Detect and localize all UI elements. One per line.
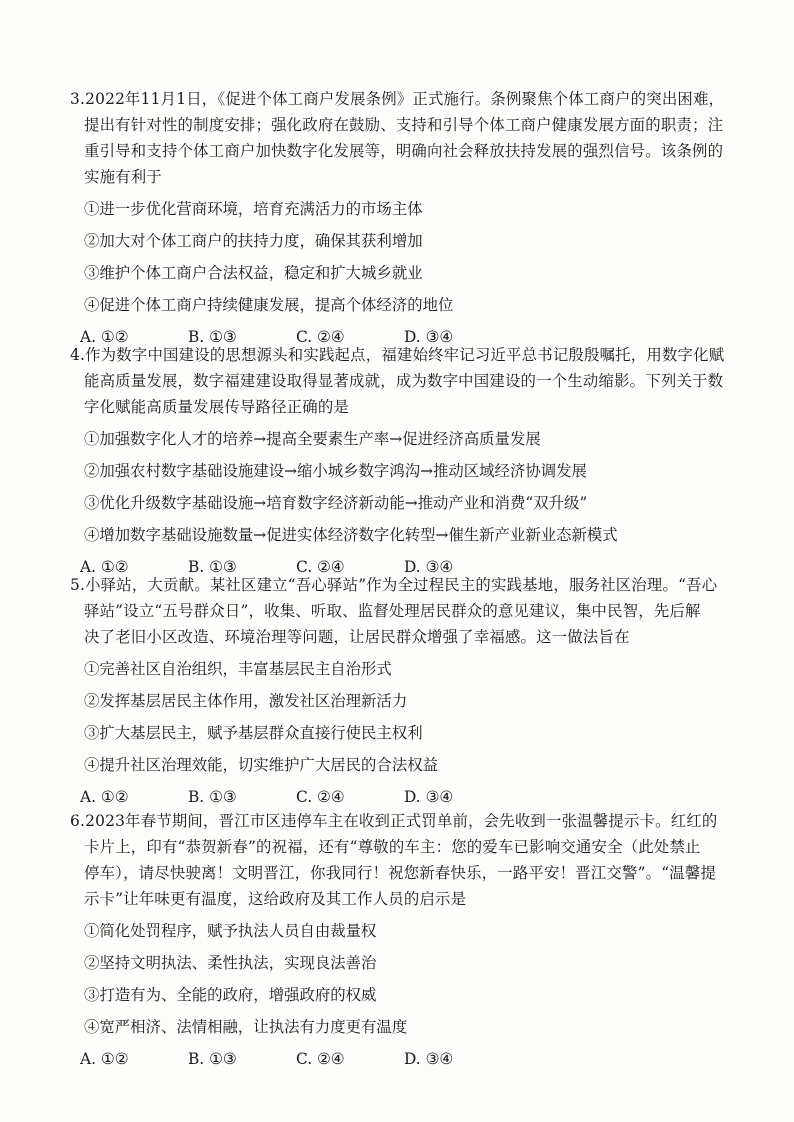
- stem-line: 重引导和支持个体工商户加快数字化发展等，明确向社会释放扶持发展的强烈信号。该条例的: [84, 142, 724, 160]
- option-3: ③优化升级数字基础设施→培育数字经济新动能→推动产业和消费“双升级”: [84, 494, 588, 512]
- choice-d[interactable]: D. ③④: [404, 788, 454, 806]
- choice-c[interactable]: C. ②④: [296, 1050, 345, 1068]
- option-4: ④宽严相济、法情相融，让执法有力度更有温度: [84, 1018, 408, 1036]
- option-1: ①简化处罚程序，赋予执法人员自由裁量权: [84, 922, 377, 940]
- choice-d[interactable]: D. ③④: [404, 1050, 454, 1068]
- option-1: ①进一步优化营商环境，培育充满活力的市场主体: [84, 200, 423, 218]
- question-number: 3.: [70, 90, 86, 108]
- option-3: ③扩大基层民主，赋予基层群众直接行使民主权利: [84, 724, 423, 742]
- stem-line: 2022年11月1日，《促进个体工商户发展条例》正式施行。条例聚焦个体工商户的突出困难，: [85, 90, 725, 108]
- question-stem: [70, 572, 750, 650]
- stem-line: 示卡”让年味更有温度，这给政府及其工作人员的启示是: [84, 890, 467, 908]
- choice-c[interactable]: C. ②④: [296, 788, 345, 806]
- choice-c[interactable]: C. ②④: [296, 328, 345, 346]
- choice-d[interactable]: D. ③④: [404, 558, 454, 576]
- option-4: ④提升社区治理效能，切实维护广大居民的合法权益: [84, 756, 438, 774]
- question-3: [70, 86, 750, 350]
- stem-line: 小驿站，大贡献。某社区建立“吾心驿站”作为全过程民主的实践基地，服务社区治理。“吾心: [85, 576, 718, 594]
- choice-b[interactable]: B. ①③: [188, 1050, 237, 1068]
- stem-line: 停车），请尽快驶离！文明晋江，你我同行！祝您新春快乐，一路平安！晋江交警”。“温馨提: [84, 864, 717, 882]
- stem-line: 字化赋能高质量发展传导路径正确的是: [84, 398, 350, 416]
- choice-c[interactable]: C. ②④: [296, 558, 345, 576]
- choice-d[interactable]: D. ③④: [404, 328, 454, 346]
- option-3: ③打造有为、全能的政府，增强政府的权威: [84, 986, 377, 1004]
- stem-line: 能高质量发展，数字福建建设取得显著成就，成为数字中国建设的一个生动缩影。下列关于数: [84, 372, 724, 390]
- option-2: ②加大对个体工商户的扶持力度，确保其获利增加: [84, 232, 423, 250]
- option-1: ①加强数字化人才的培养→提高全要素生产率→促进经济高质量发展: [84, 430, 541, 448]
- question-number: 4.: [70, 346, 86, 364]
- question-number: 6.: [70, 812, 86, 830]
- choice-a[interactable]: A. ①②: [80, 1050, 129, 1068]
- choice-a[interactable]: A. ①②: [80, 558, 129, 576]
- question-number: 5.: [70, 576, 86, 594]
- stem-line: 决了老旧小区改造、环境治理等问题，让居民群众增强了幸福感。这一做法旨在: [84, 628, 630, 646]
- question-stem: [70, 86, 750, 190]
- stem-line: 实施有利于: [84, 168, 162, 186]
- option-2: ②加强农村数字基础设施建设→缩小城乡数字鸿沟→推动区域经济协调发展: [84, 462, 587, 480]
- stem-line: 提出有针对性的制度安排；强化政府在鼓励、支持和引导个体工商户健康发展方面的职责；注: [84, 116, 724, 134]
- choice-b[interactable]: B. ①③: [188, 328, 237, 346]
- option-3: ③维护个体工商户合法权益，稳定和扩大城乡就业: [84, 264, 423, 282]
- choice-a[interactable]: A. ①②: [80, 328, 129, 346]
- question-4: [70, 342, 750, 580]
- option-1: ①完善社区自治组织，丰富基层民主自治形式: [84, 660, 392, 678]
- answer-choices: [70, 1046, 750, 1072]
- stem-line: 作为数字中国建设的思想源头和实践起点，福建始终牢记习近平总书记殷殷嘱托，用数字化赋: [85, 346, 725, 364]
- answer-choices: [70, 784, 750, 810]
- question-5: [70, 572, 750, 810]
- question-6: [70, 808, 750, 1072]
- stem-line: 卡片上，印有“恭贺新春”的祝福，还有“尊敬的车主：您的爱车已影响交通安全（此处禁止: [84, 838, 701, 856]
- option-2: ②坚持文明执法、柔性执法，实现良法善治: [84, 954, 377, 972]
- option-4: ④增加数字基础设施数量→促进实体经济数字化转型→催生新产业新业态新模式: [84, 526, 618, 544]
- choice-a[interactable]: A. ①②: [80, 788, 129, 806]
- choice-b[interactable]: B. ①③: [188, 788, 237, 806]
- option-2: ②发挥基层居民主体作用，激发社区治理新活力: [84, 692, 408, 710]
- question-stem: [70, 808, 750, 912]
- stem-line: 驿站”设立“五号群众日”，收集、听取、监督处理居民群众的意见建议，集中民智，先后解: [84, 602, 701, 620]
- option-4: ④促进个体工商户持续健康发展，提高个体经济的地位: [84, 296, 454, 314]
- choice-b[interactable]: B. ①③: [188, 558, 237, 576]
- stem-line: 2023年春节期间，晋江市区违停车主在收到正式罚单前，会先收到一张温馨提示卡。红红的: [85, 812, 718, 830]
- question-stem: [70, 342, 750, 420]
